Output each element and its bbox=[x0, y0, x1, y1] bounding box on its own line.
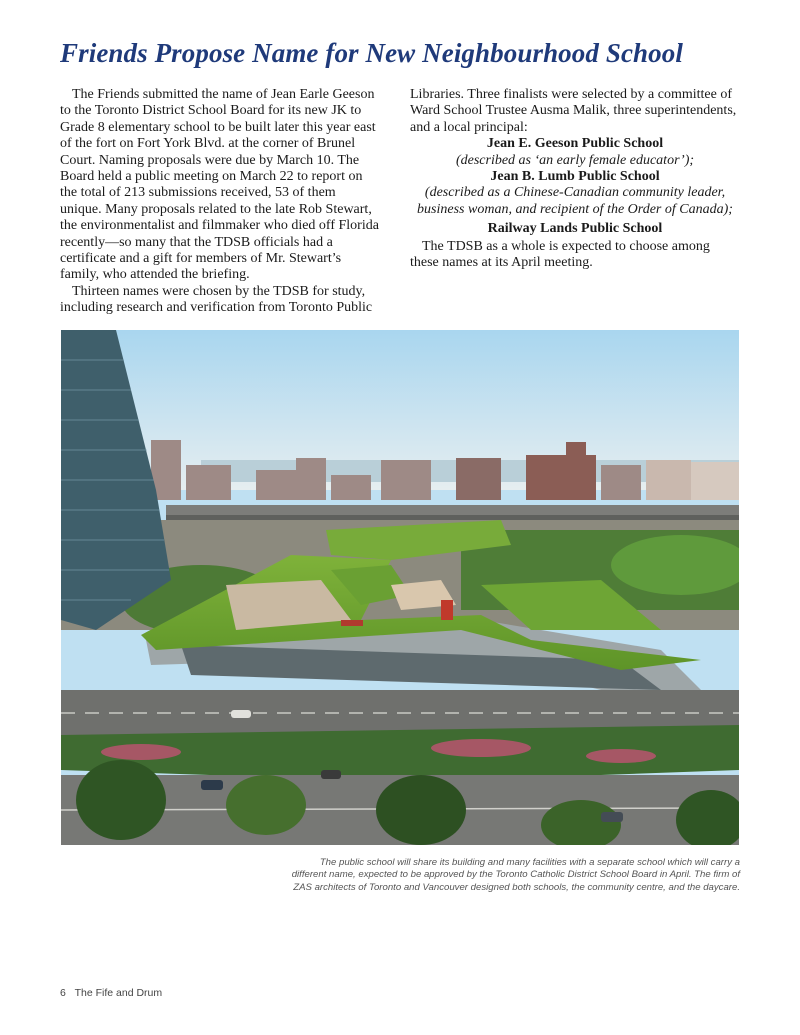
photo-caption: The public school will share its building and many facilities with a separate school which will carry a different name, expected to be approved by the Toronto Catholic District School Board in April. The firm of ZAS architects of Toronto and Vancouver designed both schools, the community centre, and the daycare. bbox=[291, 857, 740, 893]
publication-name: The Fife and Drum bbox=[74, 987, 163, 999]
school-rendering-photo bbox=[61, 330, 739, 845]
finalist-name: Railway Lands Public School bbox=[487, 221, 663, 237]
page-number: 6 bbox=[60, 987, 66, 999]
article-title: Friends Propose Name for New Neighbourhood School bbox=[60, 38, 683, 68]
left-column bbox=[60, 87, 380, 317]
finalist-description: (described as ‘an early female educator’); bbox=[455, 152, 695, 168]
body-paragraph: The Friends submitted the name of Jean Earle Geeson to the Toronto District School Board for its new JK to Grade 8 elementary school to be built later this year east of the fort on Fort York Blvd. at the corner of Brunel Court. Naming proposals were due by March 10. The Board held a public meeting on March 22 to report on the total of 213 submissions received, 53 of them unique. Many proposals related to the late Rob Stewart, the environmentalist and filmmaker who died off Florida recently—so many that the TDSB officials had a certificate and a gift for members of Mr. Stewart’s family, who attended the briefing. bbox=[60, 87, 379, 283]
finalist-name: Jean E. Geeson Public School bbox=[486, 136, 664, 152]
body-paragraph: The TDSB as a whole is expected to choose among these names at its April meeting. bbox=[410, 238, 710, 271]
school-rendering-illustration bbox=[61, 330, 739, 845]
body-paragraph: Thirteen names were chosen by the TDSB for study, including research and verification from Toronto Public bbox=[60, 283, 373, 316]
page-footer bbox=[60, 987, 162, 999]
finalist-name: Jean B. Lumb Public School bbox=[490, 169, 660, 185]
body-paragraph: Libraries. Three finalists were selected by a committee of Ward School Trustee Ausma Malik, three superintendents, and a local principal: bbox=[410, 87, 737, 135]
right-column bbox=[410, 87, 740, 271]
finalist-description: (described as a Chinese-Canadian community leader, business woman, and recipient of the Order of Canada); bbox=[417, 185, 733, 217]
